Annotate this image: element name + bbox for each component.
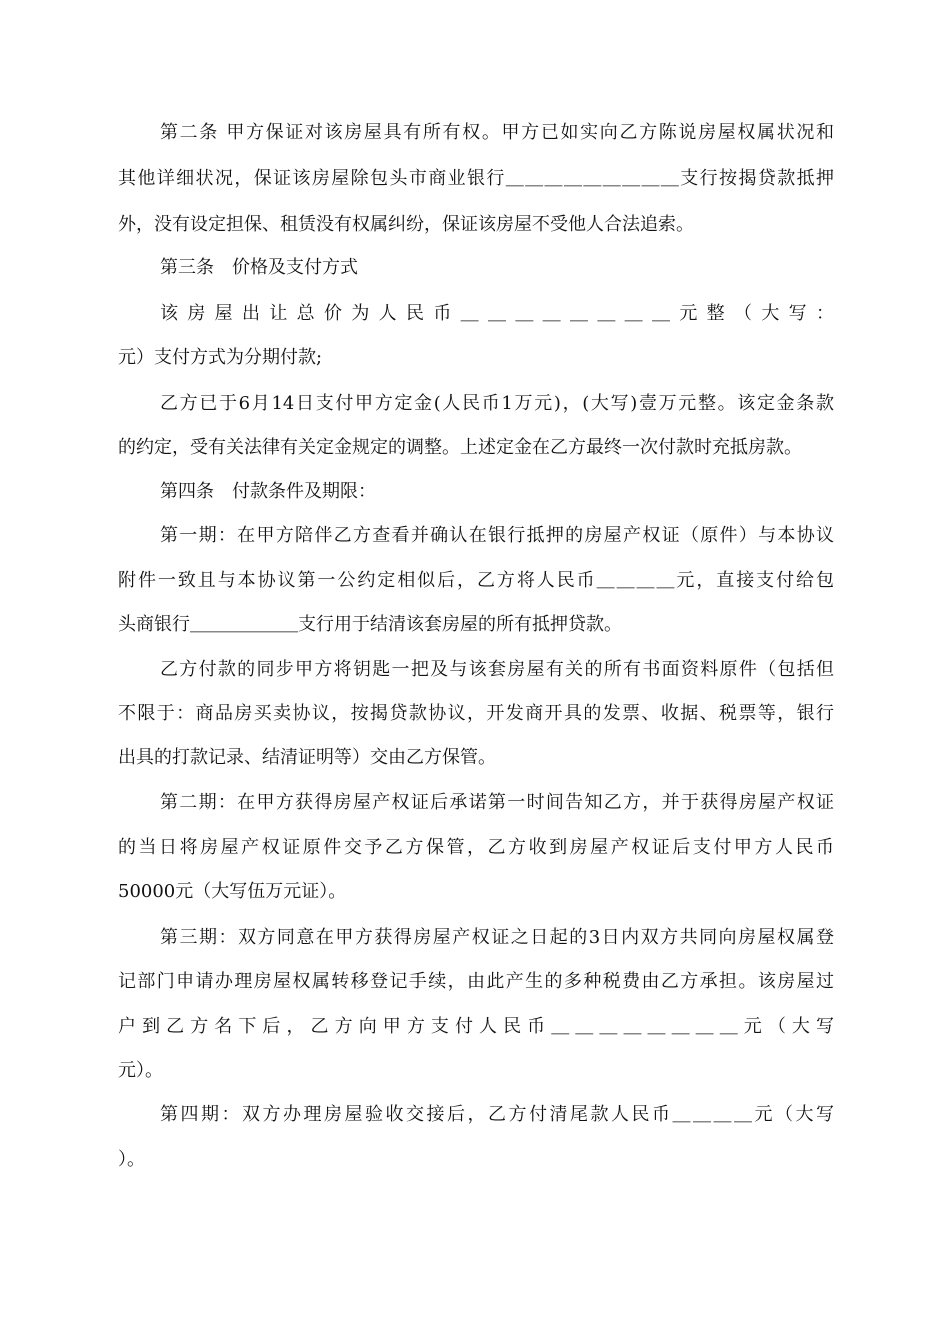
keys-handover-line-3: 出具的打款记录、结清证明等）交由乙方保管。 — [118, 747, 496, 768]
article-4-heading: 第四条 付款条件及期限： — [160, 481, 376, 502]
deposit-line-2: 的约定，受有关法律有关定金规定的调整。上述定金在乙方最终一次付款时充抵房款。 — [118, 437, 802, 458]
deposit-line-1: 乙方已于6月14日支付甲方定金(人民币1万元)，(大写)壹万元整。该定金条款 — [160, 393, 834, 414]
phase-4-line-1: 第四期：双方办理房屋验收交接后，乙方付清尾款人民币＿＿＿＿元（大写 — [160, 1104, 834, 1125]
article-2-line-1: 第二条 甲方保证对该房屋具有所有权。甲方已如实向乙方陈说房屋权属状况和 — [160, 122, 834, 143]
phase-2-line-2: 的当日将房屋产权证原件交予乙方保管，乙方收到房屋产权证后支付甲方人民币 — [118, 837, 834, 858]
article-3-price-line-2: 元）支付方式为分期付款; — [118, 347, 323, 368]
phase-3-line-4: 元）。 — [118, 1060, 163, 1081]
keys-handover-line-2: 不限于：商品房买卖协议，按揭贷款协议，开发商开具的发票、收据、税票等，银行 — [118, 703, 834, 724]
phase-1-line-3: 头商银行＿＿＿＿＿＿支行用于结清该套房屋的所有抵押贷款。 — [118, 614, 622, 635]
phase-1-line-2: 附件一致且与本协议第一公约定相似后，乙方将人民币＿＿＿＿元，直接支付给包 — [118, 570, 834, 591]
keys-handover-line-1: 乙方付款的同步甲方将钥匙一把及与该套房屋有关的所有书面资料原件（包括但 — [160, 659, 834, 680]
article-2-line-3: 外，没有设定担保、租赁没有权属纠纷，保证该房屋不受他人合法追索。 — [118, 214, 694, 235]
phase-4-line-2: ）。 — [118, 1149, 145, 1170]
phase-3-line-3: 户到乙方名下后，乙方向甲方支付人民币＿＿＿＿＿＿＿＿元（大写 — [118, 1016, 834, 1037]
article-3-heading: 第三条 价格及支付方式 — [160, 257, 358, 278]
article-2-line-2: 其他详细状况，保证该房屋除包头市商业银行＿＿＿＿＿＿＿＿＿支行按揭贷款抵押 — [118, 168, 834, 189]
phase-2-line-1: 第二期：在甲方获得房屋产权证后承诺第一时间告知乙方，并于获得房屋产权证 — [160, 792, 834, 813]
phase-1-line-1: 第一期：在甲方陪伴乙方查看并确认在银行抵押的房屋产权证（原件）与本协议 — [160, 525, 834, 546]
phase-3-line-1: 第三期：双方同意在甲方获得房屋产权证之日起的3日内双方共同向房屋权属登 — [160, 927, 834, 948]
article-3-price-line-1: 该房屋出让总价为人民币＿＿＿＿＿＿＿＿元整（大写： — [160, 303, 834, 324]
phase-2-line-3: 50000元（大写伍万元证）。 — [118, 881, 347, 902]
phase-3-line-2: 记部门申请办理房屋权属转移登记手续，由此产生的多种税费由乙方承担。该房屋过 — [118, 971, 834, 992]
